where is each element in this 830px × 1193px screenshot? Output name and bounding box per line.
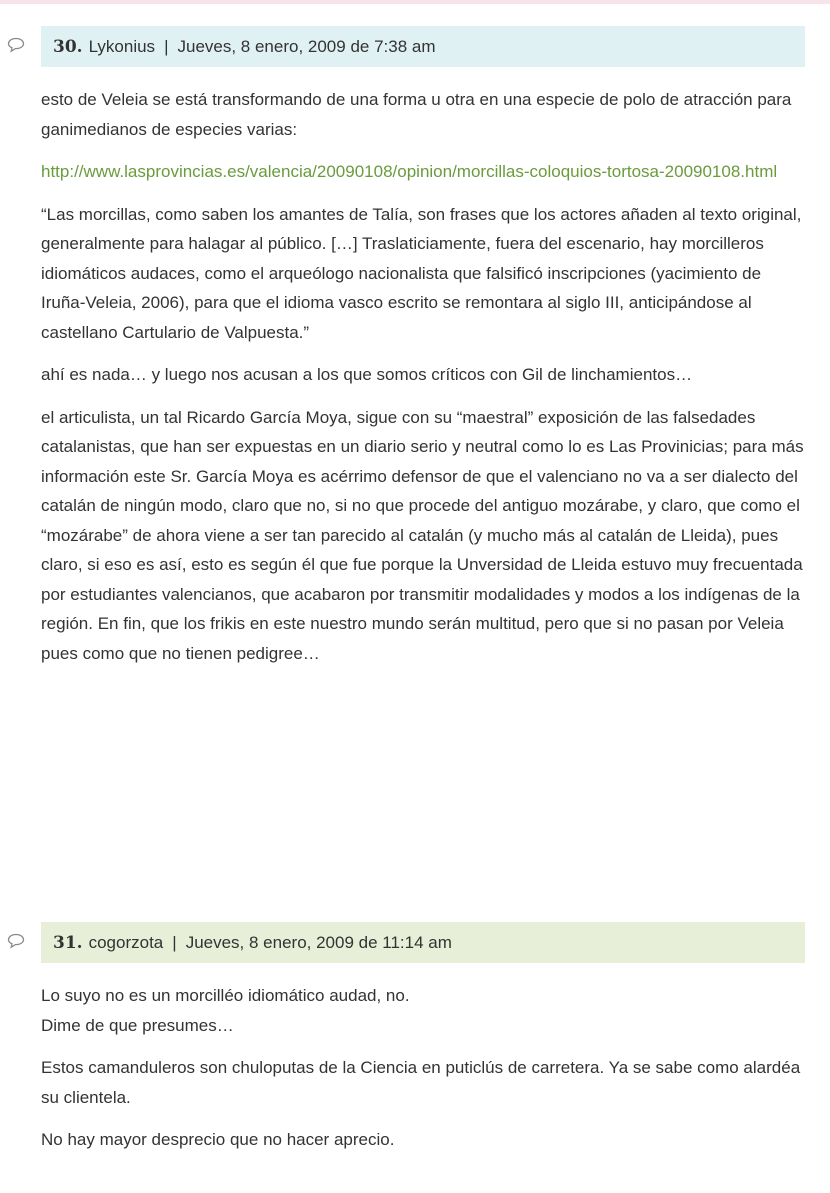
comment-author[interactable]: cogorzota bbox=[88, 932, 164, 952]
comment-body bbox=[41, 963, 805, 1155]
top-strip bbox=[0, 0, 830, 4]
comment-header: 31 . cogorzota | Jueves, 8 enero, 2009 de 11:14 am bbox=[41, 922, 805, 963]
header-separator: | bbox=[172, 932, 177, 952]
comment-author[interactable]: Lykonius bbox=[88, 36, 156, 56]
comment-bubble-icon bbox=[7, 933, 25, 949]
comment-bubble-icon bbox=[7, 37, 25, 53]
comment-31 bbox=[0, 922, 830, 1168]
comment-date[interactable]: Jueves, 8 enero, 2009 de 7:38 am bbox=[177, 36, 436, 56]
comment-paragraph: el articulista, un tal Ricardo García Moya, sigue con su “maestral” exposición de las falsedades catalanistas, que han ser expuestas en un diario serio y neutral como lo es Las Provinicias; para más información este Sr. García Moya es acérrimo defensor de que el valenciano no va a ser dialecto del catalán de ningún modo, claro que no, si no que procede del antiguo mozárabe, y claro, que como el “mozárabe” de ahora viene a ser tan parecido al catalán (y mucho más al catalán de Lleida), pues claro, si eso es así, esto es según él que fue porque la Unversidad de Lleida estuvo muy frecuentada por estudiantes valencianos, que acabaron por transmitir modalidades y modos a los indígenas de la región. En fin, que los frikis en este nuestro mundo serán multitud, pero que si no pasan por Veleia pues como que no tienen pedigree… bbox=[41, 407, 804, 663]
comment-paragraph: “Las morcillas, como saben los amantes de Talía, son frases que los actores añaden al texto original, generalmente para halagar al público. […] Traslaticiamente, fuera del escenario, hay morcilleros idiomáticos audaces, como el arqueólogo nacionalista que falsificó inscripciones (yacimiento de Iruña-Veleia, 2006), para que el idioma vasco escrito se remontara al siglo III, anticipándose al castellano Cartulario de Valpuesta.” bbox=[41, 204, 802, 342]
comment-paragraph: ahí es nada… y luego nos acusan a los que somos críticos con Gil de linchamientos… bbox=[41, 365, 693, 384]
comment-paragraph: Estos camanduleros son chuloputas de la Ciencia en puticlús de carretera. Ya se sabe como alardéa su clientela. bbox=[41, 1058, 801, 1107]
comment-link[interactable]: http://www.lasprovincias.es/valencia/20090108/opinion/morcillas-coloquios-tortosa-20090108.html bbox=[41, 162, 778, 181]
comment-date[interactable]: Jueves, 8 enero, 2009 de 11:14 am bbox=[185, 932, 452, 952]
comment-paragraph: No hay mayor desprecio que no hacer aprecio. bbox=[41, 1130, 395, 1149]
comment-body bbox=[41, 67, 805, 668]
comment-paragraph: Dime de que presumes… bbox=[41, 1015, 234, 1035]
comment-header: 30 . Lykonius | Jueves, 8 enero, 2009 de 7:38 am bbox=[41, 26, 805, 67]
header-separator: | bbox=[164, 36, 169, 56]
comment-number: 31 bbox=[53, 932, 77, 953]
comment-number: 30 bbox=[53, 36, 77, 57]
comment-30 bbox=[0, 26, 830, 681]
comment-paragraph: Lo suyo no es un morcilléo idiomático audad, no. bbox=[41, 986, 410, 1005]
comment-paragraph: esto de Veleia se está transformando de una forma u otra en una especie de polo de atracción para ganimedianos de especies varias: bbox=[41, 90, 792, 139]
